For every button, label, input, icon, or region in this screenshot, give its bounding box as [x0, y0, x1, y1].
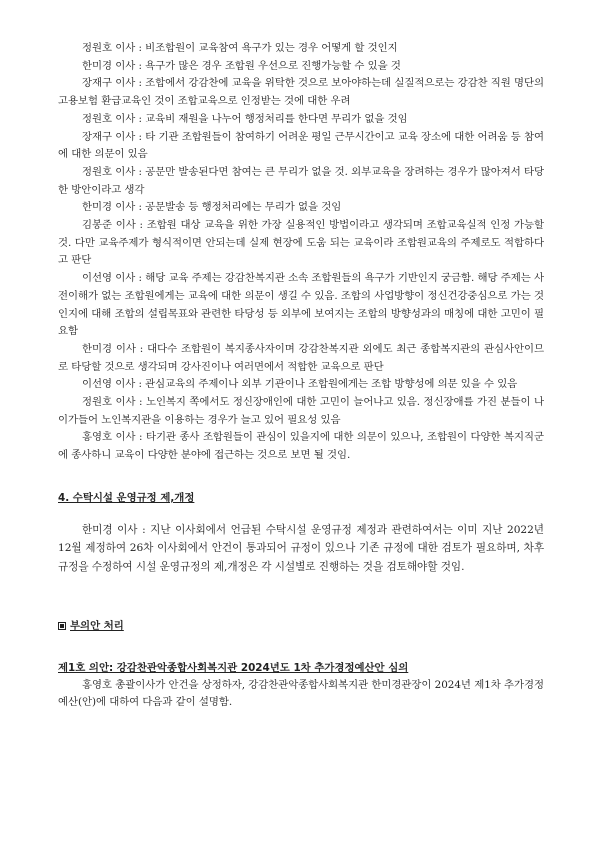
- square-bullet-icon: [58, 622, 66, 630]
- minutes-entry: 한미경 이사 : 공문발송 등 행정처리에는 무리가 없을 것임: [82, 201, 342, 214]
- minutes-entry: 이선영 이사 : 관심교육의 주제이나 외부 기관이나 조합원에게는 조합 방향성에 의문 있을 수 있음: [82, 378, 518, 391]
- minutes-entry: 정원호 이사 : 교육비 재원을 나누어 행정처리를 한다면 무리가 없을 것임: [82, 112, 408, 125]
- minutes-entry: 정원호 이사 : 공문만 발송된다면 참여는 큰 무리가 없을 것. 외부교육을 장려하는 경우가 많아져서 타당한 방안이라고 생각: [58, 165, 544, 196]
- minutes-entry: 장재구 이사 : 타 기관 조합원들이 참여하기 어려운 평일 근무시간이고 교육 장소에 대한 어려움 등 참여에 대한 의문이 있음: [58, 130, 544, 161]
- minutes-entry: 한미경 이사 : 대다수 조합원이 복지종사자이며 강감찬복지관 외에도 최근 종합복지관의 관심사안이므로 타당할 것으로 생각되며 강사진이나 여러면에서 적합한 교육으로 판단: [58, 342, 544, 373]
- minutes-list: [58, 40, 544, 465]
- section-4-heading: 4. 수탁시설 운영규정 제,개정: [58, 491, 195, 504]
- resolution-item-body: 홍영호 총괄이사가 안건을 상정하자, 강감찬관악종합사회복지관 한미경관장이 2024년 제1차 추가경정예산(안)에 대하여 다음과 같이 설명함.: [58, 678, 544, 709]
- minutes-entry: 김봉준 이사 : 조합원 대상 교육을 위한 가장 실용적인 방법이라고 생각되며 조합교육실적 인정 가능할 것. 다만 교육주제가 형식적이면 안되는데 실제 현장에 도움 되는 교육이라 조합원교육의 주제로도 적합하다고 판단: [58, 219, 544, 267]
- resolution-heading-text: 부의안 처리: [70, 619, 124, 632]
- section-4-body: 한미경 이사 : 지난 이사회에서 언급된 수탁시설 운영규정 제정과 관련하여서는 이미 지난 2022년 12월 제정하여 26차 이사회에서 안건이 통과되어 규정이 있으나 기존 규정에 대한 검토가 필요하며, 차후 규정을 수정하여 시설 운영규정의 제,개정은 각 시설별로 진행하는 것을 검토해야할 것임.: [58, 523, 544, 574]
- minutes-entry: 이선영 이사 : 해당 교육 주제는 강감찬복지관 소속 조합원들의 욕구가 기반인지 궁금함. 해당 주제는 사전이해가 없는 조합원에게는 교육에 대한 의문이 생길 수 있음. 조합의 사업방향이 정신건강중심으로 가는 것인지에 대해 조합의 설립목표와 관련한 타당성 등 외부에 보여지는 조합의 방향성과의 매칭에 대한 고민이 필요함: [58, 272, 544, 338]
- minutes-entry: 한미경 이사 : 욕구가 많은 경우 조합원 우선으로 진행가능할 수 있을 것: [82, 59, 401, 72]
- minutes-entry: 정원호 이사 : 노인복지 쪽에서도 정신장애인에 대한 고민이 늘어나고 있음. 정신장애를 가진 분들이 나이가들어 노인복지관을 이용하는 경우가 늘고 있어 필요성 있음: [58, 396, 544, 426]
- document-page: [58, 40, 544, 712]
- resolution-heading: [58, 617, 544, 635]
- minutes-entry: 장재구 이사 : 조합에서 강감찬에 교육을 위탁한 것으로 보아야하는데 실질적으로는 강감찬 직원 명단의 고용보험 환급교육인 것이 조합교육으로 인정받는 것에 대한 우려: [58, 77, 544, 108]
- minutes-entry: 정원호 이사 : 비조합원이 교육참여 욕구가 있는 경우 어떻게 할 것인지: [82, 42, 398, 54]
- resolution-item-heading: 제1호 의안: 강감찬관악종합사회복지관 2024년도 1차 추가경정예산안 심의: [58, 661, 409, 674]
- minutes-entry: 홍영호 이사 : 타기관 종사 조합원들이 관심이 있을지에 대한 의문이 있으나, 조합원이 다양한 복지직군에 종사하니 교육이 다양한 분야에 접근하는 것으로 보면 될 것임.: [58, 431, 544, 462]
